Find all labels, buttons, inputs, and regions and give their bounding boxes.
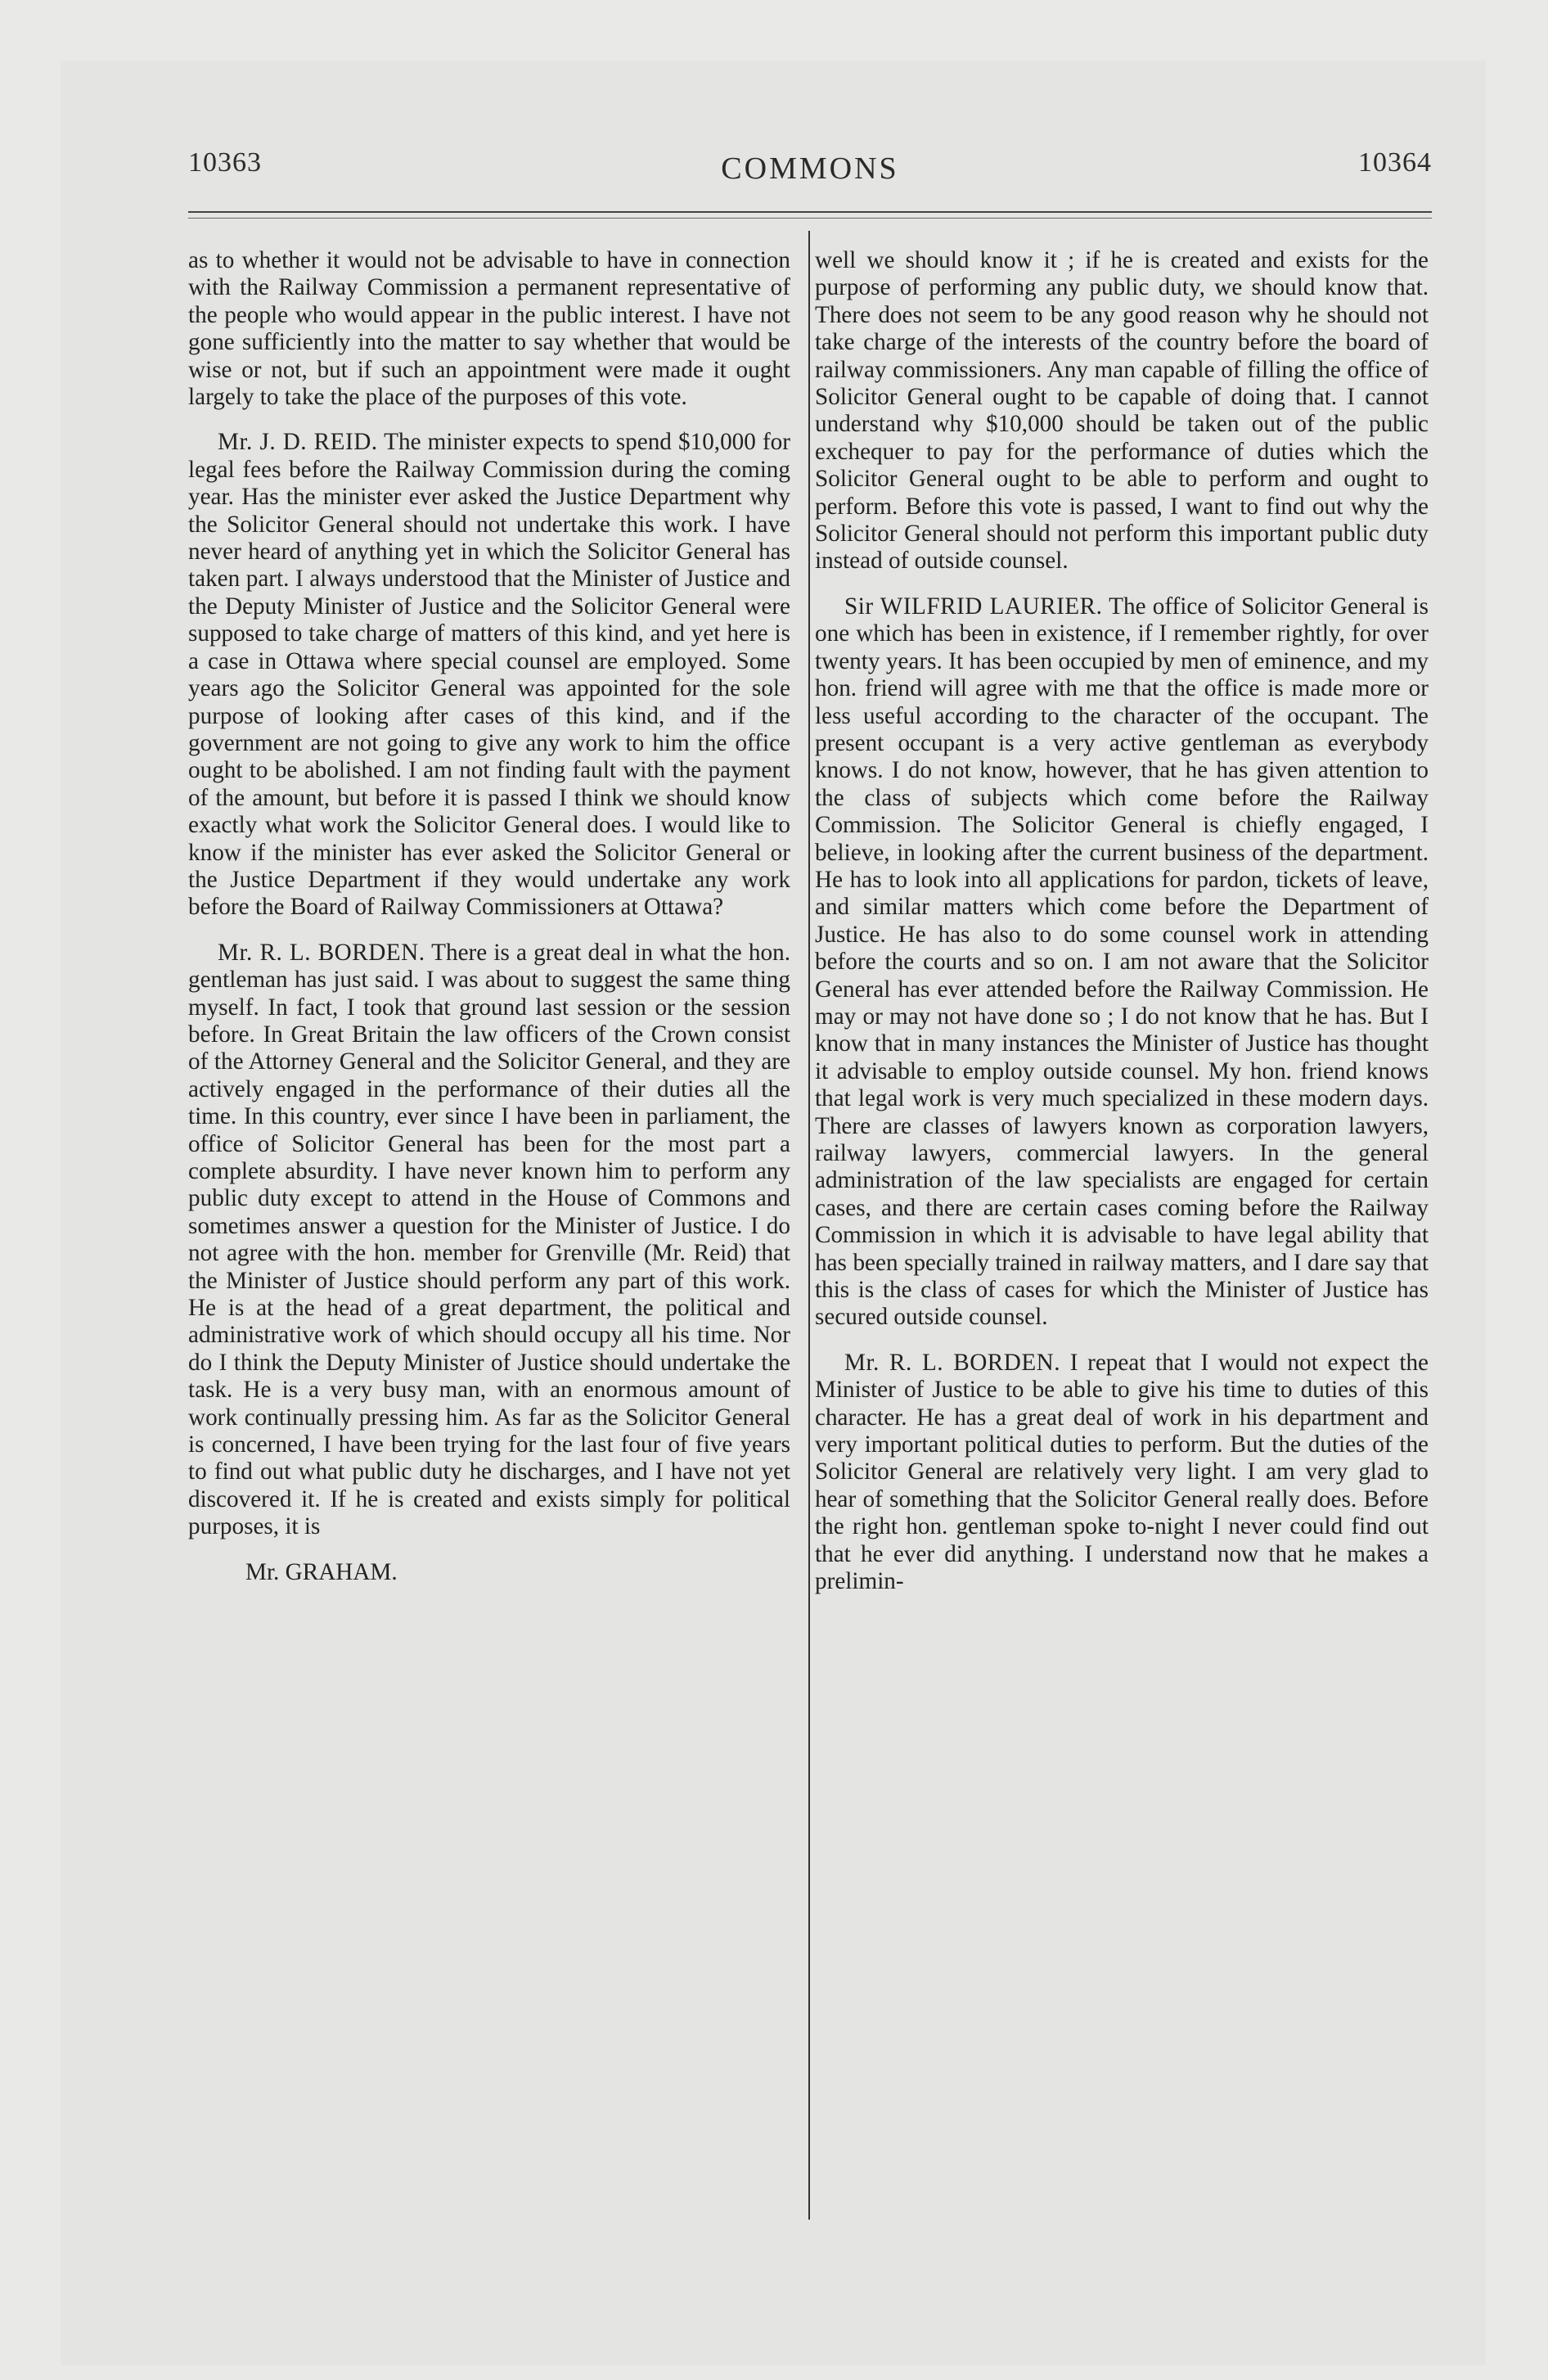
right-column xyxy=(815,247,1429,1614)
header-rule xyxy=(188,211,1432,213)
paragraph: Mr. R. L. BORDEN. I repeat that I would not expect the Minister of Justice to be able to give his time to duties of this character. He has a great deal of work in his department and very important political duties to perform. But the duties of the Solicitor General are relatively very light. I am very glad to hear of something that the Solicitor General really does. Before the right hon. gentleman spoke to-night I never could find out that he ever did anything. I understand now that he makes a prelimin- xyxy=(815,1349,1429,1595)
page-header xyxy=(188,147,1432,196)
paragraph: Mr. J. D. REID. The minister expects to spend $10,000 for legal fees before the Railway Commission during the coming year. Has the minister ever asked the Justice Department why the Solicitor General should not undertake this work. I have never heard of anything yet in which the Solicitor General has taken part. I always understood that the Minister of Justice and the Deputy Minister of Justice and the Solicitor General were supposed to take charge of matters of this kind, and yet here is a case in Ottawa where special counsel are employed. Some years ago the Solicitor General was appointed for the sole purpose of looking after cases of this kind, and if the government are not going to give any work to him the office ought to be abolished. I am not finding fault with the payment of the amount, but before it is passed I think we should know exactly what work the Solicitor General does. I would like to know if the minister has ever asked the Solicitor General or the Justice Department if they would undertake any work before the Board of Railway Commissioners at Ottawa? xyxy=(188,429,790,921)
speaker-name: Sir WILFRID LAURIER. xyxy=(844,593,1103,620)
column-divider xyxy=(808,231,810,2220)
speaker-name: Mr. J. D. REID. xyxy=(218,429,378,456)
page-number-left: 10363 xyxy=(188,147,262,178)
page-number-right: 10364 xyxy=(1358,147,1432,178)
page-title: COMMONS xyxy=(721,151,899,186)
footer-speaker: Mr. GRAHAM. xyxy=(245,1558,398,1585)
header-rule-thin xyxy=(188,218,1432,219)
paragraph: well we should know it ; if he is created and exists for the purpose of performing any public duty, we should know that. There does not seem to be any good reason why he should not take charge of the interests of the country before the board of railway commissioners. Any man capable of filling the office of Solicitor General ought to be capable of doing that. I cannot understand why $10,000 should be taken out of the public exchequer to pay for the performance of duties which the Solicitor General ought to be able to perform and ought to perform. Before this vote is passed, I want to find out why the Solicitor General should not perform this important public duty instead of outside counsel. xyxy=(815,247,1429,575)
paragraph: Mr. R. L. BORDEN. There is a great deal in what the hon. gentleman has just said. I was about to suggest the same thing myself. In fact, I took that ground last session or the session before. In Great Britain the law officers of the Crown consist of the Attorney General and the Solicitor General, and they are actively engaged in the performance of their duties all the time. In this country, ever since I have been in parliament, the office of Solicitor General has been for the most part a complete absurdity. I have never known him to perform any public duty except to attend in the House of Commons and sometimes answer a question for the Minister of Justice. I do not agree with the hon. member for Grenville (Mr. Reid) that the Minister of Justice should perform any part of this work. He is at the head of a great department, the political and administrative work of which should occupy all his time. Nor do I think the Deputy Minister of Justice should undertake the task. He is a very busy man, with an enormous amount of work continually pressing him. As far as the Solicitor General is concerned, I have been trying for the last four of five years to find out what public duty he discharges, and I have not yet discovered it. If he is created and exists simply for political purposes, it is xyxy=(188,939,790,1540)
paragraph: Sir WILFRID LAURIER. The office of Solicitor General is one which has been in existence, if I remember rightly, for over twenty years. It has been occupied by men of eminence, and my hon. friend will agree with me that the office is made more or less useful according to the character of the occupant. The present occupant is a very active gentleman as everybody knows. I do not know, however, that he has given attention to the class of subjects which come before the Railway Commission. The Solicitor General is chiefly engaged, I believe, in looking after the current business of the department. He has to look into all applications for pardon, tickets of leave, and similar matters which come before the Department of Justice. He has also to do some counsel work in attending before the courts and so on. I am not aware that the Solicitor General has ever attended before the Railway Commission. He may or may not have done so ; I do not know that he has. But I know that in many instances the Minister of Justice has thought it advisable to employ outside counsel. My hon. friend knows that legal work is very much specialized in these modern days. There are classes of lawyers known as corporation lawyers, railway lawyers, commercial lawyers. In the general administration of the law specialists are engaged for certain cases, and there are certain cases coming before the Railway Commission in which it is advisable to have legal ability that has been specially trained in railway matters, and I dare say that this is the class of cases for which the Minister of Justice has secured outside counsel. xyxy=(815,593,1429,1331)
speaker-name: Mr. R. L. BORDEN. xyxy=(218,939,425,966)
paragraph: as to whether it would not be advisable to have in connection with the Railway Commission a permanent representative of the people who would appear in the public interest. I have not gone sufficiently into the matter to say whether that would be wise or not, but if such an appointment were made it ought largely to take the place of the purposes of this vote. xyxy=(188,247,790,411)
left-column xyxy=(188,247,790,1586)
speaker-name: Mr. R. L. BORDEN. xyxy=(844,1349,1061,1376)
